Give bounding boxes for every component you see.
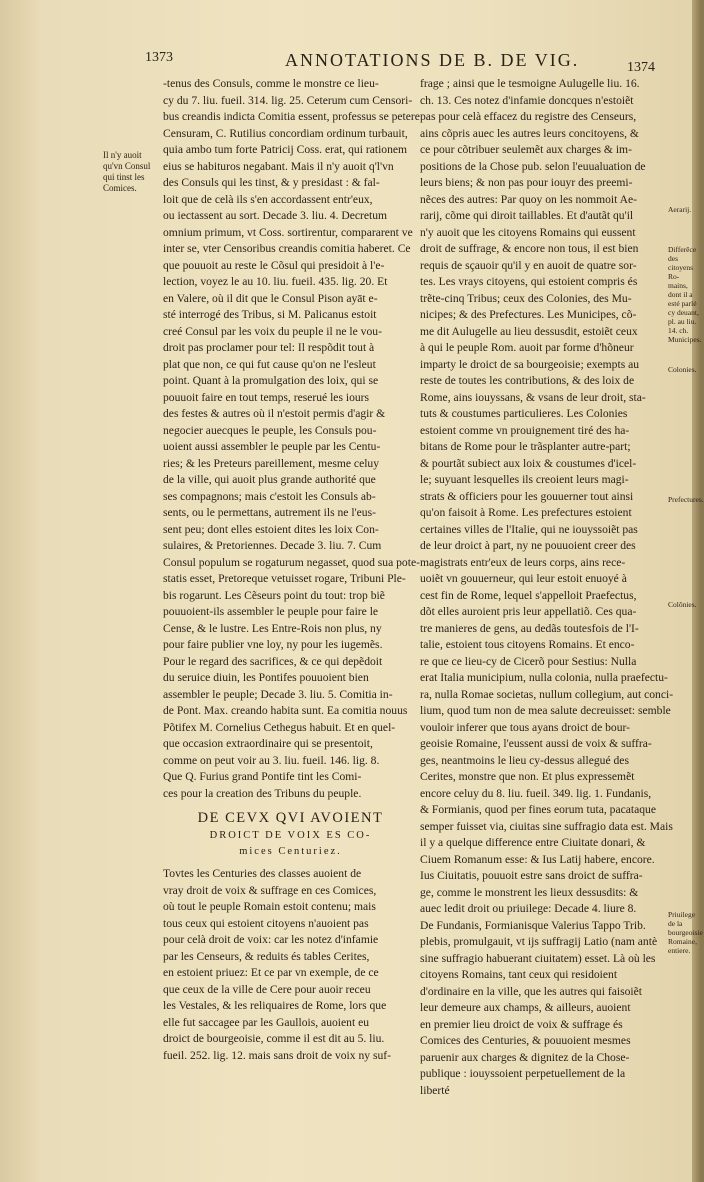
text-line: pas pour celà effacez du registre des Censeurs, bbox=[420, 110, 637, 123]
text-line: droit de suffrage, & encore non tous, il est bien bbox=[420, 242, 639, 255]
text-line: leur demeure aux champs, & ailleurs, auoient bbox=[420, 1001, 631, 1014]
text-line: sulaires, & Pretoriennes. Decade 3. liu. 7. Cum bbox=[163, 539, 382, 552]
text-line: encore celuy du 8. liu. fueil. 349. lig. 1. Fundanis, bbox=[420, 786, 652, 800]
text-line: Consul populum se rogaturum negasset, quod sua pote- bbox=[163, 555, 420, 569]
page-number-left: 1373 bbox=[145, 50, 173, 65]
text-line: rarij, cõme qui diroit taillables. Et d'autãt qu'il bbox=[420, 209, 634, 222]
text-line: nẽces des autres: Par quoy on les nommoit Ae- bbox=[420, 192, 638, 206]
text-line: statis esset, Pretoreque vetuisset rogare, Tribuni Ple- bbox=[163, 572, 406, 585]
text-line: ges, neantmoins le lieu cy-dessus allegué des bbox=[420, 753, 629, 767]
text-line: negocier auecques le peuple, les Consuls pou- bbox=[163, 423, 377, 437]
text-line: ces pour la creation des Tribuns du peuple. bbox=[163, 786, 362, 800]
text-line: talie, estoient tous citoyens Romains. Et enco- bbox=[420, 638, 635, 651]
text-line: estoient comme vn prouignement tiré des ha- bbox=[420, 423, 630, 437]
text-line: Pour le regard des sacrifices, & ce qui depẽdoit bbox=[163, 654, 383, 668]
text-line: où tout le peuple Romain estoit contenu; mais bbox=[163, 900, 376, 913]
text-line: liberté bbox=[420, 1083, 450, 1097]
left-column bbox=[163, 76, 418, 1064]
text-line: Põtifex M. Cornelius Cethegus habuit. Et en quel- bbox=[163, 720, 396, 734]
text-line: que occasion extraordinaire qui se presentoit, bbox=[163, 737, 373, 750]
text-line: ries; & les Preteurs pareillement, mesme celuy bbox=[163, 456, 380, 470]
right-column-text bbox=[420, 76, 675, 1099]
text-line: ou iectassent au sort. Decade 3. liu. 4. Decretum bbox=[163, 209, 388, 222]
text-line: de Pont. Max. creando habita sunt. Ea comitia nouus bbox=[163, 704, 408, 717]
text-line: sent peu; dont elles estoient dites les loix Con- bbox=[163, 522, 379, 536]
text-line: -tenus des Consuls, comme le monstre ce lieu- bbox=[163, 77, 379, 90]
text-line: loit que de celà ils s'en accordassent entr'eux, bbox=[163, 192, 373, 206]
text-line: sents, ou le permettans, autrement ils ne l'eus- bbox=[163, 506, 376, 519]
margin-note-aerarij: Aerarij. bbox=[668, 205, 692, 214]
text-line: n'y auoit que les citoyens Romains qui eussent bbox=[420, 225, 636, 239]
text-line: Comices des Centuries, & pouuoient mesmes bbox=[420, 1034, 631, 1047]
text-line: Ciuem Romanum esse: & Ius Latij habere, encore. bbox=[420, 852, 655, 866]
text-line: en estoient priuez: Et ce par vn exemple, de ce bbox=[163, 966, 379, 979]
text-line: qu'on faisoit à Rome. Les prefectures estoient bbox=[420, 506, 632, 519]
text-line: comme on peut voir au 3. liu. fueil. 146. lig. 8. bbox=[163, 753, 380, 767]
text-line: vouloir inferer que tous ayans droict de bour- bbox=[420, 720, 631, 734]
text-line: le; suyuant lesquelles ils creoient leurs magi- bbox=[420, 473, 629, 486]
text-line: du seruice diuin, les Pontifes pouuoient bien bbox=[163, 671, 369, 684]
text-line: bus creandis indicta Comitia essent, professus se petere bbox=[163, 110, 420, 123]
text-line: erat Italia municipium, nulla colonia, nulla praefectu- bbox=[420, 671, 668, 684]
text-line: Tovtes les Centuries des classes auoient de bbox=[163, 867, 362, 880]
text-line: lection, voyez le au 10. liu. fueil. 435. lig. 20. Et bbox=[163, 275, 388, 288]
text-line: droit pas proclamer pour tel: Il respõdit tout à bbox=[163, 341, 375, 354]
text-line: elle fut saccagee par les Gaullois, auoient eu bbox=[163, 1015, 370, 1029]
running-title: ANNOTATIONS DE B. DE VIG. bbox=[285, 50, 580, 70]
text-line: creé Consul par les voix du peuple il ne le vou- bbox=[163, 324, 382, 338]
text-line: bis rogarunt. Les Cẽseurs point du tout: trop biẽ bbox=[163, 588, 385, 602]
right-column bbox=[420, 76, 675, 1099]
margin-note-priuilege: Priuilege de la bourgeoisie Romaine, entiere. bbox=[668, 910, 703, 955]
left-column-text-2 bbox=[163, 866, 418, 1064]
text-line: Cerites, monstre que non. Et plus expressemẽt bbox=[420, 770, 635, 783]
text-line: magistrats entr'eux de leurs corps, ains rece- bbox=[420, 555, 626, 569]
text-line: en premier lieu droict de voix & suffrage és bbox=[420, 1017, 623, 1031]
text-line: ch. 13. Ces notez d'infamie doncques n'estoiẽt bbox=[420, 93, 634, 107]
text-line: me dit Aulugelle au lieu dessusdit, estoiẽt ceux bbox=[420, 324, 638, 338]
text-line: Que Q. Furius grand Pontife tint les Comi- bbox=[163, 770, 362, 783]
text-line: vray droit de voix & suffrage en ces Comices, bbox=[163, 883, 377, 897]
text-line: que pouuoit au reste le Cõsul qui presidoit à l'e- bbox=[163, 258, 385, 272]
text-line: Ius Ciuitatis, pouuoit estre sans droict de suffra- bbox=[420, 869, 643, 882]
text-line: Censuram, C. Rutilius concordiam ordinum turbauit, bbox=[163, 126, 408, 140]
text-line: frage ; ainsi que le tesmoigne Aulugelle liu. 16. bbox=[420, 77, 640, 90]
text-line: certaines villes de l'Italie, qui ne iouyssoiẽt pas bbox=[420, 522, 638, 536]
text-line: & Formianis, quod per fines eorum tuta, pacataque bbox=[420, 803, 656, 816]
text-line: bitans de Rome pour le trãsplanter autre-part; bbox=[420, 440, 631, 453]
text-line: uoiẽt vn gouuerneur, qui leur estoit enuoyé à bbox=[420, 572, 627, 585]
text-line: ses compagnons; mais c'estoit les Consuls ab- bbox=[163, 489, 376, 503]
text-line: citoyens Romains, tant ceux qui residoient bbox=[420, 968, 618, 981]
text-line: ce pour cõtribuer seulemẽt aux charges & im- bbox=[420, 143, 632, 156]
margin-note-colonies-2: Colõnies. bbox=[668, 600, 697, 609]
text-line: assembler le peuple; Decade 3. liu. 5. Comitia in- bbox=[163, 687, 393, 701]
text-line: dõt elles auroient pris leur appellatiõ. Ces qua- bbox=[420, 605, 637, 618]
text-line: Rome, ains iouyssans, & vsans de leur droit, sta- bbox=[420, 390, 646, 404]
text-line: il y a quelque difference entre Ciuitate donari, & bbox=[420, 836, 646, 849]
text-line: plebis, promulgauit, vt ijs suffragij Latio (nam antè bbox=[420, 935, 658, 948]
text-line: de la ville, qui auoit plus grande authorité que bbox=[163, 473, 376, 486]
text-line: d'ordinaire en la ville, que les autres qui faisoiẽt bbox=[420, 984, 642, 998]
text-line: & pourtãt subiect aux loix & coustumes d'icel- bbox=[420, 456, 637, 470]
page-number-right: 1374 bbox=[627, 60, 655, 75]
text-line: imparty le droict de sa bourgeoisie; exempts au bbox=[420, 357, 640, 371]
text-line: des Consuls qui les tinst, & y presidast : & fal- bbox=[163, 176, 380, 189]
text-line: uoient aussi assembler le peuple par les Centu- bbox=[163, 440, 381, 453]
text-line: tre manieres de gens, au dedãs toutesfois de l'I- bbox=[420, 621, 639, 635]
text-line: droict de bourgeoisie, comme il est dit au 5. liu. bbox=[163, 1032, 385, 1045]
text-line: reste de toutes les contributions, & des loix de bbox=[420, 374, 635, 387]
text-line: positions de la Chose pub. selon l'euualuation de bbox=[420, 159, 646, 173]
text-line: cest fin de Rome, lequel s'appelloit Praefectus, bbox=[420, 588, 637, 602]
text-line: auec ledit droit ou priuilege: Decade 4. liure 8. bbox=[420, 902, 637, 915]
text-line: tuts & coustumes particulieres. Les Colonies bbox=[420, 407, 628, 420]
left-column-text bbox=[163, 76, 418, 802]
text-line: cy du 7. liu. fueil. 314. lig. 25. Ceterum cum Censori- bbox=[163, 93, 413, 107]
text-line: leurs biens; & non pas pour iouyr des preemi- bbox=[420, 176, 633, 189]
text-line: point. Quant à la promulgation des loix, qui se bbox=[163, 374, 379, 387]
text-line: geoisie Romaine, l'eussent aussi de voix & suffra- bbox=[420, 737, 652, 750]
text-line: que ceux de la ville de Cere pour auoir receu bbox=[163, 982, 371, 996]
page-spine bbox=[692, 0, 700, 1182]
text-line: trẽte-cinq Tribus; ceux des Colonies, des Mu- bbox=[420, 291, 632, 305]
text-line: pour faire publier vne loy, ny pour les iugemẽs. bbox=[163, 638, 383, 651]
text-line: de leur droict à part, ny ne pouuoient creer des bbox=[420, 539, 636, 552]
text-line: les Vestales, & les reliquaires de Rome, lors que bbox=[163, 999, 387, 1012]
text-line: par les Censeurs, & reduits és tables Cerites, bbox=[163, 949, 370, 963]
text-line: re que ce lieu-cy de Cicerõ pour Sestius: Nulla bbox=[420, 654, 637, 668]
margin-note-prefectures: Prefectures. bbox=[668, 495, 704, 504]
text-line: semper fuisset via, ciuitas sine suffragio data est. Mais bbox=[420, 819, 673, 833]
text-line: plat que non, ce qui fut cause qu'on ne l'esleut bbox=[163, 357, 376, 371]
text-line: pour celà droit de voix: car les notez d'infamie bbox=[163, 933, 379, 946]
text-line: quia ambo tum forte Patricij Coss. erat, qui rationem bbox=[163, 143, 408, 156]
text-line: à qui le peuple Rom. auoit par forme d'hõneur bbox=[420, 341, 634, 354]
text-line: eius se habituros negabant. Mais il n'y auoit q'l'vn bbox=[163, 159, 394, 173]
text-line: ra, nulla Romae societas, nullum collegium, aut conci- bbox=[420, 687, 674, 701]
text-line: inter se, vter Censoribus creandis comitia haberet. Ce bbox=[163, 242, 411, 255]
text-line: strats & officiers pour les gouuerner tout ainsi bbox=[420, 489, 634, 503]
text-line: lium, quod tum non de mea salute decreuisset: semble bbox=[420, 704, 671, 717]
text-line: requis de sçauoir qu'il y en auoit de quatre sor- bbox=[420, 258, 637, 272]
text-line: pouuoit faire en tout temps, reserué les iours bbox=[163, 390, 370, 404]
text-line: en Valere, où il dit que le Consul Pison ayāt e- bbox=[163, 291, 378, 305]
text-line: pouuoient-ils assembler le peuple pour faire le bbox=[163, 605, 379, 618]
margin-note-citoyens: Differẽce des citoyens Ro- mains, dont il a esté parlé cy deuant, pl. au liu. 14. ch. Municipes. bbox=[668, 245, 702, 344]
section-heading: DE CEVX QVI AVOIENT bbox=[197, 810, 384, 826]
text-line: sine suffragio habuerant ciuitatem) esset. Là où les bbox=[420, 951, 656, 965]
running-header bbox=[145, 50, 655, 74]
text-line: Cense, & le lustre. Les Entre-Rois non plus, ny bbox=[163, 621, 382, 635]
text-line: sté interrogé des Tribus, si M. Palicanus estoit bbox=[163, 308, 377, 321]
margin-note-left: Il n'y auoit qu'vn Consul qui tinst les Comices. bbox=[103, 150, 151, 193]
margin-note-colonies: Colonies. bbox=[668, 365, 697, 374]
text-line: des festes & autres où il n'estoit permis d'agir & bbox=[163, 407, 386, 420]
text-line: publique : iouyssoient perpetuellement de la bbox=[420, 1067, 626, 1080]
text-line: tes. Les vrays citoyens, qui estoient compris és bbox=[420, 275, 638, 288]
text-line: ge, comme le monstrent les lieux dessusdits: & bbox=[420, 885, 639, 899]
text-line: De Fundanis, Formianisque Valerius Tappo Trib. bbox=[420, 918, 646, 932]
text-line: paruenir aux charges & dignitez de la Chose- bbox=[420, 1050, 630, 1064]
text-line: fueil. 252. lig. 12. mais sans droit de voix ny suf- bbox=[163, 1048, 391, 1062]
text-line: nicipes; & des Prefectures. Les Municipes, cõ- bbox=[420, 308, 637, 321]
text-line: ains cõpris auec les autres leurs concitoyens, & bbox=[420, 126, 639, 140]
text-line: omnium primum, vt Coss. sortirentur, compararent ve bbox=[163, 225, 413, 239]
text-line: tous ceux qui estoient citoyens n'auoient pas bbox=[163, 916, 369, 930]
section-subheading-1: DROICT DE VOIX ES CO- bbox=[209, 830, 372, 841]
section-subheading-2: mices Centuriez. bbox=[239, 846, 342, 857]
